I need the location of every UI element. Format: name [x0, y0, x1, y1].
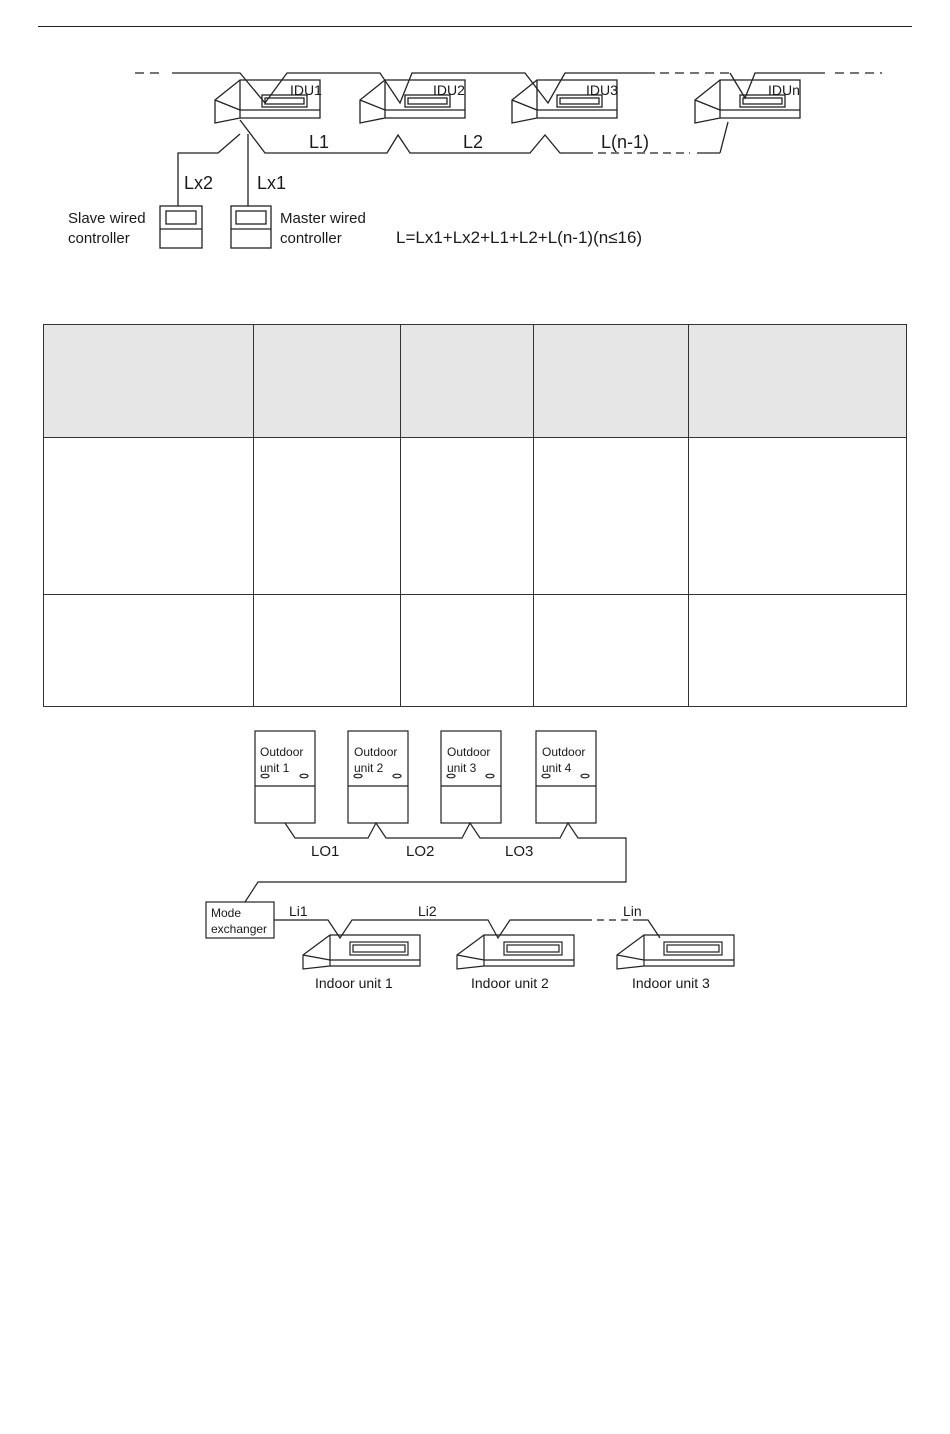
outdoor-unit-3-label-1: Outdoor — [447, 745, 491, 759]
idu-3-label: IDU3 — [586, 82, 618, 98]
idu-2-label: IDU2 — [433, 82, 465, 98]
indoor-unit-1-shape — [303, 935, 420, 969]
mode-exchanger-label-1: Mode — [211, 906, 242, 920]
table-header-cell — [534, 325, 689, 438]
table-row — [44, 438, 907, 595]
master-controller-label-1: Master wired — [280, 210, 366, 227]
header-rule — [38, 26, 912, 27]
table-cell — [534, 595, 689, 707]
indoor-network-diagram — [0, 55, 950, 265]
slave-controller-label-1: Slave wired — [68, 210, 146, 227]
outdoor-unit-2-label-2: unit 2 — [354, 761, 384, 775]
table-row — [44, 595, 907, 707]
segment-lo2-label: LO2 — [406, 843, 435, 860]
indoor-unit-1-label: Indoor unit 1 — [315, 975, 393, 991]
table-cell — [44, 438, 254, 595]
master-controller-shape — [231, 206, 271, 248]
table-cell — [401, 595, 534, 707]
idu-1-label: IDU1 — [290, 82, 322, 98]
table-header-cell — [254, 325, 401, 438]
branch-lx1-label: Lx1 — [257, 173, 287, 193]
spec-table — [43, 324, 907, 707]
table-cell — [534, 438, 689, 595]
outdoor-unit-1-label-1: Outdoor — [260, 745, 304, 759]
outdoor-unit-4-label-1: Outdoor — [542, 745, 586, 759]
table-cell — [689, 595, 907, 707]
indoor-unit-2-label: Indoor unit 2 — [471, 975, 549, 991]
table-header-row — [44, 325, 907, 438]
segment-ln1-label: L(n-1) — [601, 132, 650, 152]
mode-exchanger-label-2: exchanger — [211, 922, 268, 936]
segment-li2-label: Li2 — [418, 903, 437, 919]
outdoor-unit-3-label-2: unit 3 — [447, 761, 477, 775]
slave-controller-shape — [160, 206, 202, 248]
length-formula: L=Lx1+Lx2+L1+L2+L(n-1)(n≤16) — [396, 228, 643, 247]
table-cell — [254, 595, 401, 707]
segment-li1-label: Li1 — [289, 903, 308, 919]
branch-lx2-label: Lx2 — [184, 173, 214, 193]
table-header-cell — [401, 325, 534, 438]
table-cell — [254, 438, 401, 595]
outdoor-unit-2-label-1: Outdoor — [354, 745, 398, 759]
slave-controller-label-2: controller — [68, 230, 130, 247]
table-cell — [44, 595, 254, 707]
table-cell — [401, 438, 534, 595]
outdoor-network-diagram — [0, 722, 950, 1002]
outdoor-unit-4-label-2: unit 4 — [542, 761, 572, 775]
idu-n-label: IDUn — [768, 82, 800, 98]
master-controller-label-2: controller — [280, 230, 342, 247]
segment-lin-label: Lin — [623, 903, 642, 919]
indoor-unit-3-shape — [617, 935, 734, 969]
indoor-unit-2-shape — [457, 935, 574, 969]
indoor-unit-3-label: Indoor unit 3 — [632, 975, 710, 991]
table-cell — [689, 438, 907, 595]
segment-lo1-label: LO1 — [311, 843, 340, 860]
segment-lo3-label: LO3 — [505, 843, 534, 860]
segment-l2-label: L2 — [463, 132, 484, 152]
table-header-cell — [689, 325, 907, 438]
segment-l1-label: L1 — [309, 132, 330, 152]
table-header-cell — [44, 325, 254, 438]
outdoor-unit-1-label-2: unit 1 — [260, 761, 290, 775]
